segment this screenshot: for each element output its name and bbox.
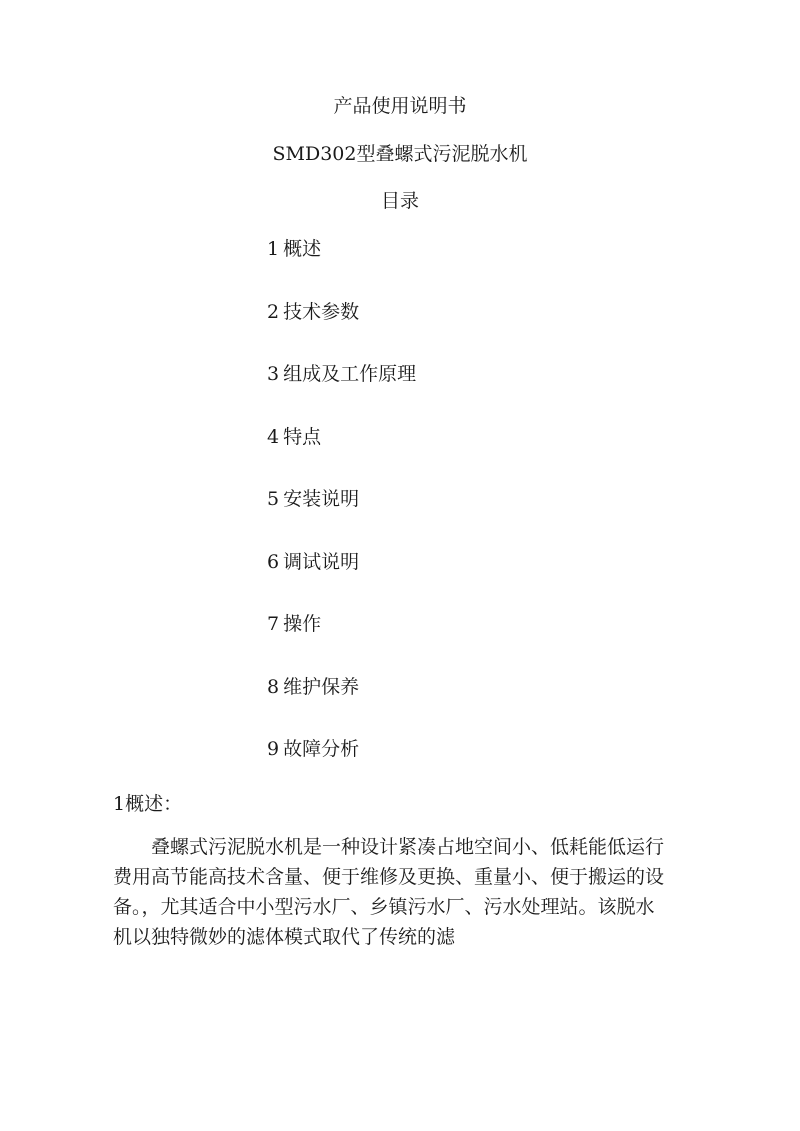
document-title: 产品使用说明书 bbox=[333, 95, 467, 117]
toc-item-label: 安装说明 bbox=[283, 488, 360, 510]
toc-item-installation bbox=[267, 487, 416, 550]
toc-item-operation bbox=[267, 612, 416, 675]
table-of-contents bbox=[267, 237, 416, 800]
toc-item-features bbox=[267, 425, 416, 488]
toc-item-label: 技术参数 bbox=[283, 300, 360, 323]
toc-item-label: 维护保养 bbox=[283, 675, 360, 698]
toc-item-number: 4 bbox=[267, 425, 280, 448]
toc-item-number: 7 bbox=[267, 613, 280, 635]
toc-item-commissioning bbox=[267, 550, 416, 613]
product-name: SMD302型叠螺式污泥脱水机 bbox=[272, 143, 528, 165]
toc-item-troubleshooting bbox=[267, 737, 416, 800]
toc-item-number: 2 bbox=[267, 300, 280, 323]
toc-item-number: 9 bbox=[267, 738, 280, 760]
toc-item-tech-params bbox=[267, 300, 416, 363]
toc-item-label: 组成及工作原理 bbox=[283, 363, 417, 385]
toc-heading: 目录 bbox=[380, 190, 419, 212]
paragraph-line: 机以独特微妙的滤体模式取代了传统的滤 bbox=[113, 926, 456, 948]
paragraph-line: 备。，尤其适合中小型污水厂、乡镇污水厂、污水处理站。该脱水 bbox=[113, 896, 655, 918]
toc-item-label: 特点 bbox=[283, 425, 322, 448]
toc-item-label: 操作 bbox=[283, 613, 322, 635]
toc-item-overview bbox=[267, 237, 416, 300]
toc-item-number: 1 bbox=[267, 238, 280, 260]
paragraph-line: 费用高节能高技术含量、便于维修及更换、重量小、便于搬运的设 bbox=[113, 866, 665, 888]
toc-item-label: 概述 bbox=[283, 238, 322, 260]
toc-item-number: 6 bbox=[267, 550, 280, 573]
section-heading-overview: 1概述： bbox=[113, 793, 183, 815]
toc-item-maintenance bbox=[267, 675, 416, 738]
toc-item-composition bbox=[267, 362, 416, 425]
toc-item-label: 调试说明 bbox=[283, 550, 360, 573]
paragraph-line: 叠螺式污泥脱水机是一种设计紧凑占地空间小、低耗能低运行 bbox=[151, 836, 665, 858]
toc-item-label: 故障分析 bbox=[283, 738, 360, 760]
toc-item-number: 5 bbox=[267, 488, 280, 510]
toc-item-number: 3 bbox=[267, 363, 280, 385]
overview-paragraph bbox=[113, 832, 713, 952]
toc-item-number: 8 bbox=[267, 675, 280, 698]
